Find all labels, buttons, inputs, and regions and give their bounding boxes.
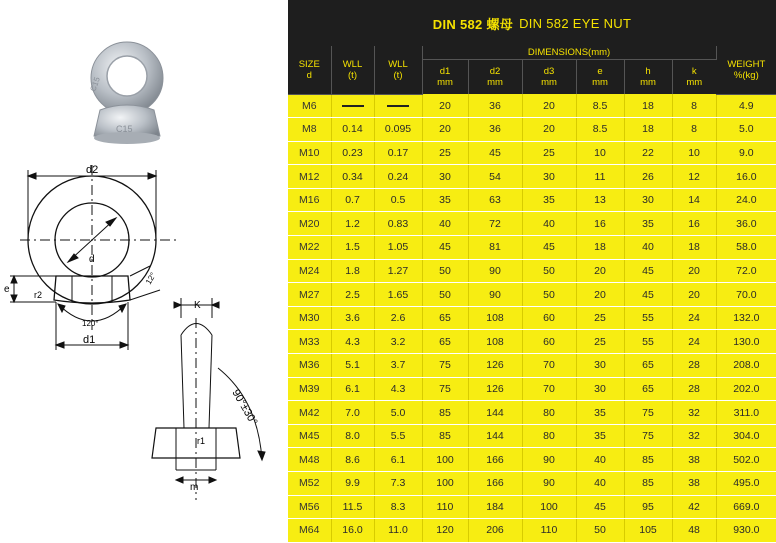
spec-table [288,46,776,543]
table-row [288,283,776,307]
table-cell: 2.5 [331,283,374,307]
table-cell: 144 [468,401,522,425]
table-cell: 110 [522,519,576,543]
table-row [288,495,776,519]
header-dim-0: d1 mm [422,60,468,95]
table-cell: 502.0 [716,448,776,472]
table-cell: 85 [422,424,468,448]
label-d: d [89,254,95,265]
table-cell: 22 [624,141,672,165]
table-cell: 10 [576,141,624,165]
table-cell: 16.0 [716,165,776,189]
header-dim-1: d2 mm [468,60,522,95]
table-cell: 126 [468,354,522,378]
table-row [288,354,776,378]
table-cell: 24 [672,330,716,354]
header-weight: WEIGHT %(kg) [716,46,776,94]
table-cell: 25 [522,141,576,165]
table-cell: 55 [624,330,672,354]
table-cell: 25 [576,306,624,330]
table-cell: M39 [288,377,331,401]
table-cell: 120 [422,519,468,543]
table-cell: 35 [422,188,468,212]
table-cell: 75 [624,401,672,425]
table-cell: 11.0 [374,519,422,543]
title-chinese: DIN 582 螺母 [432,16,514,32]
table-cell: 20 [576,259,624,283]
table-cell: 0.14 [331,118,374,142]
table-cell: 18 [576,236,624,260]
table-cell: 3.6 [331,306,374,330]
table-cell: 16 [576,212,624,236]
table-row [288,424,776,448]
table-cell: 12 [672,165,716,189]
table-cell: 65 [624,377,672,401]
table-cell: 16.0 [331,519,374,543]
table-cell: 25 [422,141,468,165]
table-cell: M6 [288,94,331,118]
table-cell: 20 [422,94,468,118]
table-cell: 40 [576,448,624,472]
table-cell: 28 [672,354,716,378]
table-cell: 208.0 [716,354,776,378]
table-cell: 5.5 [374,424,422,448]
table-cell: 20 [576,283,624,307]
table-cell: 130.0 [716,330,776,354]
table-cell: 81 [468,236,522,260]
table-cell: 50 [522,259,576,283]
table-cell: 55 [624,306,672,330]
table-cell: 40 [422,212,468,236]
table-cell: 40 [624,236,672,260]
table-cell: 18 [624,118,672,142]
table-cell: 0.23 [331,141,374,165]
table-cell: 60 [522,330,576,354]
table-cell: 38 [672,448,716,472]
table-cell: 4.3 [374,377,422,401]
table-cell: 45 [624,259,672,283]
table-cell: 14 [672,188,716,212]
label-d2: d2 [86,164,99,176]
label-r1: r1 [197,436,206,446]
dash-mark [387,105,409,107]
table-cell: 85 [422,401,468,425]
table-cell: 38 [672,472,716,496]
table-cell: 7.0 [331,401,374,425]
table-cell: 63 [468,188,522,212]
table-cell: 45 [522,236,576,260]
table-cell: 45 [624,283,672,307]
table-cell: M48 [288,448,331,472]
table-cell: 5.0 [716,118,776,142]
table-cell: 495.0 [716,472,776,496]
table-cell: 24.0 [716,188,776,212]
table-cell: M42 [288,401,331,425]
table-cell: 20 [672,259,716,283]
table-row [288,141,776,165]
table-row [288,330,776,354]
table-cell: 72 [468,212,522,236]
table-cell: 36.0 [716,212,776,236]
table-cell: 20 [422,118,468,142]
table-cell: 65 [422,306,468,330]
table-row [288,165,776,189]
table-cell: 50 [422,259,468,283]
table-cell: 9.0 [716,141,776,165]
table-cell: 4.9 [716,94,776,118]
table-row [288,448,776,472]
table-cell: M24 [288,259,331,283]
table-cell: 20 [672,283,716,307]
table-cell: 110 [422,495,468,519]
header-dim-3: e mm [576,60,624,95]
table-row [288,472,776,496]
table-cell: 11 [576,165,624,189]
table-cell: 100 [422,448,468,472]
table-cell: 32 [672,401,716,425]
table-cell: 28 [672,377,716,401]
table-cell: 4.3 [331,330,374,354]
label-k: K [194,300,201,311]
table-cell: 8.3 [374,495,422,519]
table-cell: 95 [624,495,672,519]
table-cell: 45 [576,495,624,519]
table-cell: 3.2 [374,330,422,354]
table-cell: 9.9 [331,472,374,496]
table-cell: 80 [522,401,576,425]
table-title [288,0,776,46]
header-dimensions: DIMENSIONS(mm) [422,46,716,60]
table-cell: 72.0 [716,259,776,283]
table-cell: 32 [672,424,716,448]
table-cell: 132.0 [716,306,776,330]
table-row [288,118,776,142]
table-cell: 206 [468,519,522,543]
table-cell: 90 [522,448,576,472]
table-cell: 25 [576,330,624,354]
eye-nut-photo [88,42,163,144]
table-cell: 8 [672,94,716,118]
table-cell: 65 [624,354,672,378]
table-cell: 75 [422,354,468,378]
title-english: DIN 582 EYE NUT [519,15,632,31]
table-cell: 70.0 [716,283,776,307]
table-cell: 90 [522,472,576,496]
table-cell: 65 [422,330,468,354]
table-cell: 0.095 [374,118,422,142]
dash-mark [342,105,364,107]
table-cell: 144 [468,424,522,448]
table-cell: 105 [624,519,672,543]
table-cell: 90 [468,283,522,307]
table-cell: 40 [576,472,624,496]
table-cell: 1.05 [374,236,422,260]
table-cell: M30 [288,306,331,330]
table-cell: 0.17 [374,141,422,165]
table-row [288,519,776,543]
header-dim-5: k mm [686,66,703,88]
header-dim-4: h mm [624,60,672,95]
table-cell: 0.7 [331,188,374,212]
table-cell: 36 [468,118,522,142]
table-cell: 40 [522,212,576,236]
table-cell: 930.0 [716,519,776,543]
table-cell: 10 [672,141,716,165]
table-cell: 202.0 [716,377,776,401]
table-cell: M10 [288,141,331,165]
table-cell: 0.5 [374,188,422,212]
table-cell: 30 [624,188,672,212]
table-cell: 18 [624,94,672,118]
table-cell: 100 [422,472,468,496]
table-cell: 13 [576,188,624,212]
table-cell: M56 [288,495,331,519]
label-12: 12° [143,271,158,286]
table-cell: 311.0 [716,401,776,425]
header-dim-2: d3 mm [522,60,576,95]
table-cell: 36 [468,94,522,118]
table-row [288,401,776,425]
table-cell: M33 [288,330,331,354]
table-cell: 7.3 [374,472,422,496]
stamp-text-2: C15 [116,124,133,134]
table-cell: 70 [522,354,576,378]
drawing-panel [0,0,288,524]
table-cell: 669.0 [716,495,776,519]
table-cell: 48 [672,519,716,543]
table-cell: 8 [672,118,716,142]
table-cell: 80 [522,424,576,448]
table-cell: 108 [468,306,522,330]
table-cell: M16 [288,188,331,212]
table-cell: 45 [468,141,522,165]
table-cell: 20 [522,118,576,142]
table-cell: M36 [288,354,331,378]
side-view [152,298,265,500]
table-cell: 90 [468,259,522,283]
table-cell: 30 [422,165,468,189]
header-wll-1: WLL (t) [331,46,374,94]
table-cell [374,94,422,118]
table-cell: 54 [468,165,522,189]
table-cell: 58.0 [716,236,776,260]
table-cell: 6.1 [331,377,374,401]
table-cell: 2.6 [374,306,422,330]
table-cell: 8.6 [331,448,374,472]
label-120: 120° [82,319,99,328]
table-cell: M64 [288,519,331,543]
table-cell: 30 [522,165,576,189]
table-cell: 304.0 [716,424,776,448]
spec-panel [288,0,776,537]
table-cell: 60 [522,306,576,330]
table-cell: 11.5 [331,495,374,519]
label-d1: d1 [83,334,96,346]
table-cell: 1.65 [374,283,422,307]
table-cell: 50 [422,283,468,307]
header-wll-2: WLL (t) [374,46,422,94]
table-cell: 75 [422,377,468,401]
table-row [288,259,776,283]
table-cell: 35 [624,212,672,236]
table-cell: 5.0 [374,401,422,425]
table-cell: 6.1 [374,448,422,472]
table-cell: M12 [288,165,331,189]
table-row [288,236,776,260]
table-cell [331,94,374,118]
table-cell: M8 [288,118,331,142]
table-cell: M22 [288,236,331,260]
table-cell: 166 [468,472,522,496]
table-cell: 5.1 [331,354,374,378]
table-cell: 35 [576,401,624,425]
table-cell: 50 [576,519,624,543]
table-cell: 100 [522,495,576,519]
table-cell: 0.24 [374,165,422,189]
table-cell: 24 [672,306,716,330]
table-cell: 1.2 [331,212,374,236]
label-e: e [4,284,10,295]
table-cell: 45 [422,236,468,260]
table-cell: M20 [288,212,331,236]
table-row [288,306,776,330]
table-cell: 30 [576,354,624,378]
table-row [288,188,776,212]
table-cell: 70 [522,377,576,401]
table-cell: 20 [522,94,576,118]
table-cell: 35 [522,188,576,212]
table-cell: 1.5 [331,236,374,260]
table-cell: 126 [468,377,522,401]
table-cell: 85 [624,472,672,496]
table-row [288,94,776,118]
table-cell: 75 [624,424,672,448]
table-cell: 16 [672,212,716,236]
technical-drawing [0,0,288,524]
table-row [288,377,776,401]
header-size: SIZE d [288,46,331,94]
table-cell: 26 [624,165,672,189]
table-cell: 50 [522,283,576,307]
table-cell: 8.5 [576,94,624,118]
table-cell: 1.8 [331,259,374,283]
label-angle90: 90°±30° [229,387,260,428]
table-cell: M52 [288,472,331,496]
table-cell: 85 [624,448,672,472]
table-row [288,212,776,236]
table-cell: 166 [468,448,522,472]
table-cell: 42 [672,495,716,519]
table-cell: 108 [468,330,522,354]
table-cell: M45 [288,424,331,448]
table-cell: 0.34 [331,165,374,189]
table-cell: 8.0 [331,424,374,448]
table-cell: 0.83 [374,212,422,236]
table-cell: 1.27 [374,259,422,283]
label-r2: r2 [34,290,43,300]
table-cell: 8.5 [576,118,624,142]
stamp-text: C15 [88,75,102,93]
table-cell: 35 [576,424,624,448]
table-cell: 184 [468,495,522,519]
table-cell: 18 [672,236,716,260]
label-m: m [190,482,199,493]
table-cell: M27 [288,283,331,307]
table-cell: 3.7 [374,354,422,378]
table-cell: 30 [576,377,624,401]
